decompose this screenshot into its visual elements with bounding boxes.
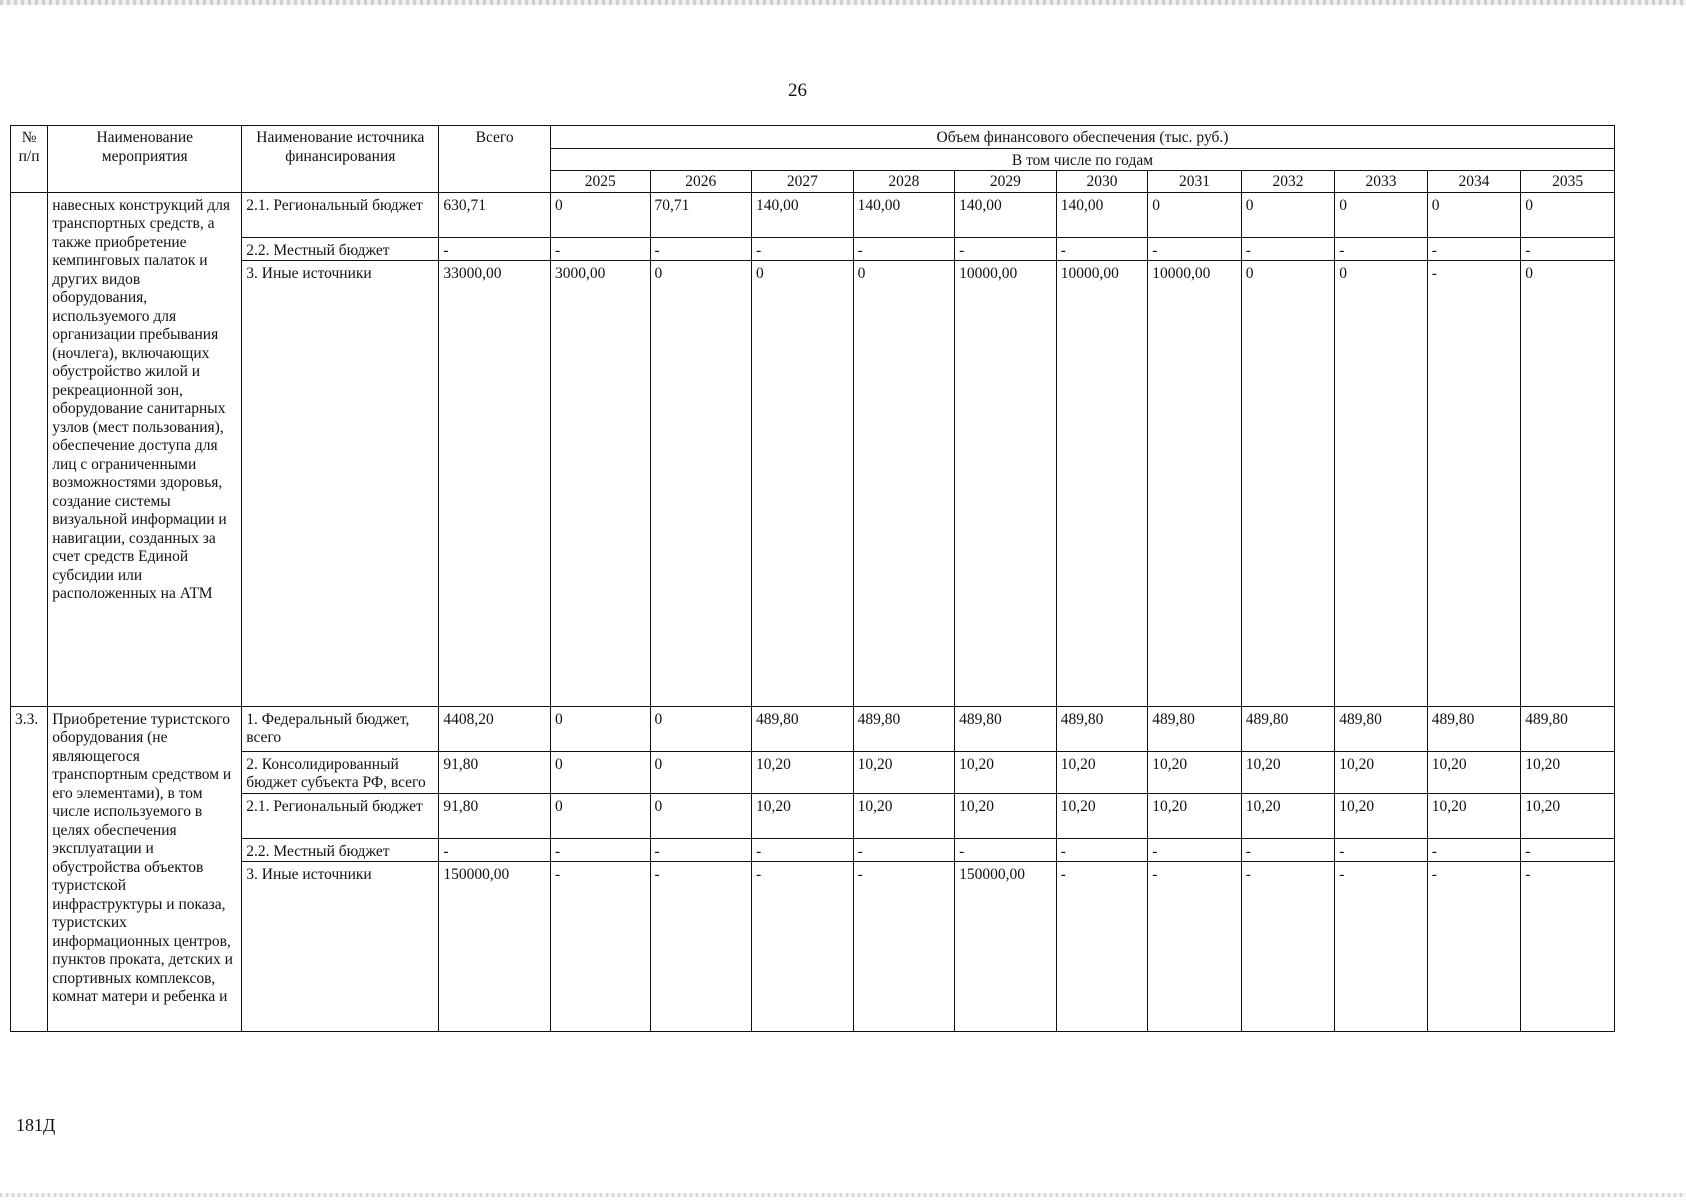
year-value: - <box>550 862 650 1032</box>
year-value: - <box>752 862 854 1032</box>
header-year: 2026 <box>650 171 752 193</box>
scan-edge-top <box>0 0 1686 5</box>
year-value: 0 <box>1521 192 1615 237</box>
year-value: 0 <box>1335 261 1428 707</box>
year-value: 10,20 <box>1241 793 1335 838</box>
year-value: 0 <box>650 793 752 838</box>
year-value: 140,00 <box>752 192 854 237</box>
table-row <box>11 751 1615 793</box>
year-value: 10,20 <box>955 793 1057 838</box>
header-year: 2034 <box>1427 171 1521 193</box>
header-event-name: Наименование мероприятия <box>48 126 242 193</box>
header-year: 2029 <box>955 171 1057 193</box>
year-value: - <box>1241 862 1335 1032</box>
year-value: - <box>1056 237 1148 261</box>
year-value: 3000,00 <box>550 261 650 707</box>
year-value: 10000,00 <box>1056 261 1148 707</box>
header-num: № п/п <box>11 126 48 193</box>
year-value: 0 <box>1241 261 1335 707</box>
year-value: 0 <box>1521 261 1615 707</box>
document-code: 181Д <box>16 1115 56 1135</box>
year-value: - <box>1427 261 1521 707</box>
year-value: 0 <box>853 261 955 707</box>
year-value: 10,20 <box>1148 793 1242 838</box>
year-value: 0 <box>1335 192 1428 237</box>
source-name: 2.1. Региональный бюджет <box>242 793 439 838</box>
year-value: - <box>1427 838 1521 862</box>
year-value: - <box>752 838 854 862</box>
header-year: 2030 <box>1056 171 1148 193</box>
year-value: - <box>1056 838 1148 862</box>
year-value: 10,20 <box>955 751 1057 793</box>
header-year: 2025 <box>550 171 650 193</box>
year-value: 140,00 <box>1056 192 1148 237</box>
year-value: 10,20 <box>1241 751 1335 793</box>
year-value: 0 <box>1148 192 1242 237</box>
item-number: 3.3. <box>11 706 48 1031</box>
year-value: 0 <box>752 261 854 707</box>
year-value: - <box>853 237 955 261</box>
year-value: - <box>1148 237 1242 261</box>
header-year: 2032 <box>1241 171 1335 193</box>
table-row <box>11 237 1615 261</box>
year-value: - <box>650 862 752 1032</box>
total-value: 150000,00 <box>439 862 551 1032</box>
header-year: 2033 <box>1335 171 1428 193</box>
year-value: 10,20 <box>1335 751 1428 793</box>
year-value: - <box>1335 237 1428 261</box>
total-value: 91,80 <box>439 751 551 793</box>
year-value: - <box>1241 838 1335 862</box>
year-value: - <box>1335 838 1428 862</box>
table-row <box>11 793 1615 838</box>
year-value: - <box>1241 237 1335 261</box>
source-name: 3. Иные источники <box>242 862 439 1032</box>
header-year: 2035 <box>1521 171 1615 193</box>
year-value: 10,20 <box>853 793 955 838</box>
year-value: - <box>1521 862 1615 1032</box>
year-value: 489,80 <box>1521 706 1615 751</box>
total-value: 91,80 <box>439 793 551 838</box>
year-value: 10,20 <box>1148 751 1242 793</box>
table-row <box>11 706 1615 751</box>
total-value: 630,71 <box>439 192 551 237</box>
table-row <box>11 192 1615 237</box>
header-source-name: Наименование источника финансирования <box>242 126 439 193</box>
year-value: 10000,00 <box>955 261 1057 707</box>
year-value: 489,80 <box>1335 706 1428 751</box>
year-value: - <box>955 838 1057 862</box>
event-name: Приобретение туристского оборудования (не являющегося транспортным средством и его элементами), в том числе используемого в целях обеспечения эксплуатации и обустройства объектов туристской инфраструктуры и показа, туристских информационных центров, пунктов проката, детских и спортивных комплексов, комнат матери и ребенка и <box>48 706 242 1031</box>
year-value: - <box>1521 838 1615 862</box>
source-name: 2.1. Региональный бюджет <box>242 192 439 237</box>
year-value: 489,80 <box>1056 706 1148 751</box>
year-value: - <box>955 237 1057 261</box>
year-value: - <box>650 237 752 261</box>
year-value: - <box>853 838 955 862</box>
header-financing-volume: Объем финансового обеспечения (тыс. руб.) <box>550 126 1614 149</box>
source-name: 3. Иные источники <box>242 261 439 707</box>
total-value: 33000,00 <box>439 261 551 707</box>
table-row <box>11 838 1615 862</box>
year-value: - <box>1427 862 1521 1032</box>
year-value: - <box>752 237 854 261</box>
year-value: - <box>1335 862 1428 1032</box>
year-value: 10,20 <box>1427 751 1521 793</box>
year-value: 489,80 <box>1241 706 1335 751</box>
year-value: 0 <box>550 751 650 793</box>
year-value: - <box>650 838 752 862</box>
source-name: 2.2. Местный бюджет <box>242 838 439 862</box>
page-number: 26 <box>788 80 807 101</box>
year-value: - <box>1521 237 1615 261</box>
year-value: 10,20 <box>1056 751 1148 793</box>
year-value: 10,20 <box>1335 793 1428 838</box>
year-value: 0 <box>550 793 650 838</box>
year-value: 0 <box>550 706 650 751</box>
year-value: 10,20 <box>752 751 854 793</box>
header-total: Всего <box>439 126 551 193</box>
year-value: 489,80 <box>955 706 1057 751</box>
year-value: 489,80 <box>1427 706 1521 751</box>
total-value: - <box>439 237 551 261</box>
year-value: 10,20 <box>1521 793 1615 838</box>
year-value: 10000,00 <box>1148 261 1242 707</box>
year-value: 10,20 <box>1521 751 1615 793</box>
header-year: 2027 <box>752 171 854 193</box>
header-year: 2031 <box>1148 171 1242 193</box>
year-value: - <box>853 862 955 1032</box>
scan-edge-bottom <box>0 1193 1686 1197</box>
source-name: 1. Федеральный бюджет, всего <box>242 706 439 751</box>
year-value: 10,20 <box>1056 793 1148 838</box>
year-value: - <box>550 237 650 261</box>
header-row-1 <box>11 126 1615 149</box>
total-value: - <box>439 838 551 862</box>
total-value: 4408,20 <box>439 706 551 751</box>
header-by-years: В том числе по годам <box>550 148 1614 171</box>
event-name: навесных конструкций для транспортных средств, а также приобретение кемпинговых палаток и других видов оборудования, используемого для организации пребывания (ночлега), включающих обустройство жилой и рекреационной зон, оборудование санитарных узлов (мест пользования), обеспечение доступа для лиц с ограниченными возможностями здоровья, создание системы визуальной информации и навигации, созданных за счет средств Единой субсидии или расположенных на АТМ <box>48 192 242 706</box>
year-value: 150000,00 <box>955 862 1057 1032</box>
year-value: 10,20 <box>853 751 955 793</box>
year-value: - <box>1427 237 1521 261</box>
source-name: 2. Консолидированный бюджет субъекта РФ, всего <box>242 751 439 793</box>
year-value: 489,80 <box>853 706 955 751</box>
year-value: - <box>1148 862 1242 1032</box>
year-value: 0 <box>1427 192 1521 237</box>
year-value: 140,00 <box>853 192 955 237</box>
table-row <box>11 261 1615 707</box>
year-value: - <box>1056 862 1148 1032</box>
year-value: - <box>1148 838 1242 862</box>
year-value: 0 <box>650 261 752 707</box>
year-value: 140,00 <box>955 192 1057 237</box>
year-value: 489,80 <box>752 706 854 751</box>
financing-table <box>10 125 1615 1032</box>
year-value: - <box>550 838 650 862</box>
year-value: 489,80 <box>1148 706 1242 751</box>
header-year: 2028 <box>853 171 955 193</box>
year-value: 10,20 <box>1427 793 1521 838</box>
year-value: 10,20 <box>752 793 854 838</box>
year-value: 0 <box>1241 192 1335 237</box>
table-row <box>11 862 1615 1032</box>
item-number <box>11 192 48 706</box>
year-value: 70,71 <box>650 192 752 237</box>
source-name: 2.2. Местный бюджет <box>242 237 439 261</box>
year-value: 0 <box>550 192 650 237</box>
year-value: 0 <box>650 706 752 751</box>
year-value: 0 <box>650 751 752 793</box>
